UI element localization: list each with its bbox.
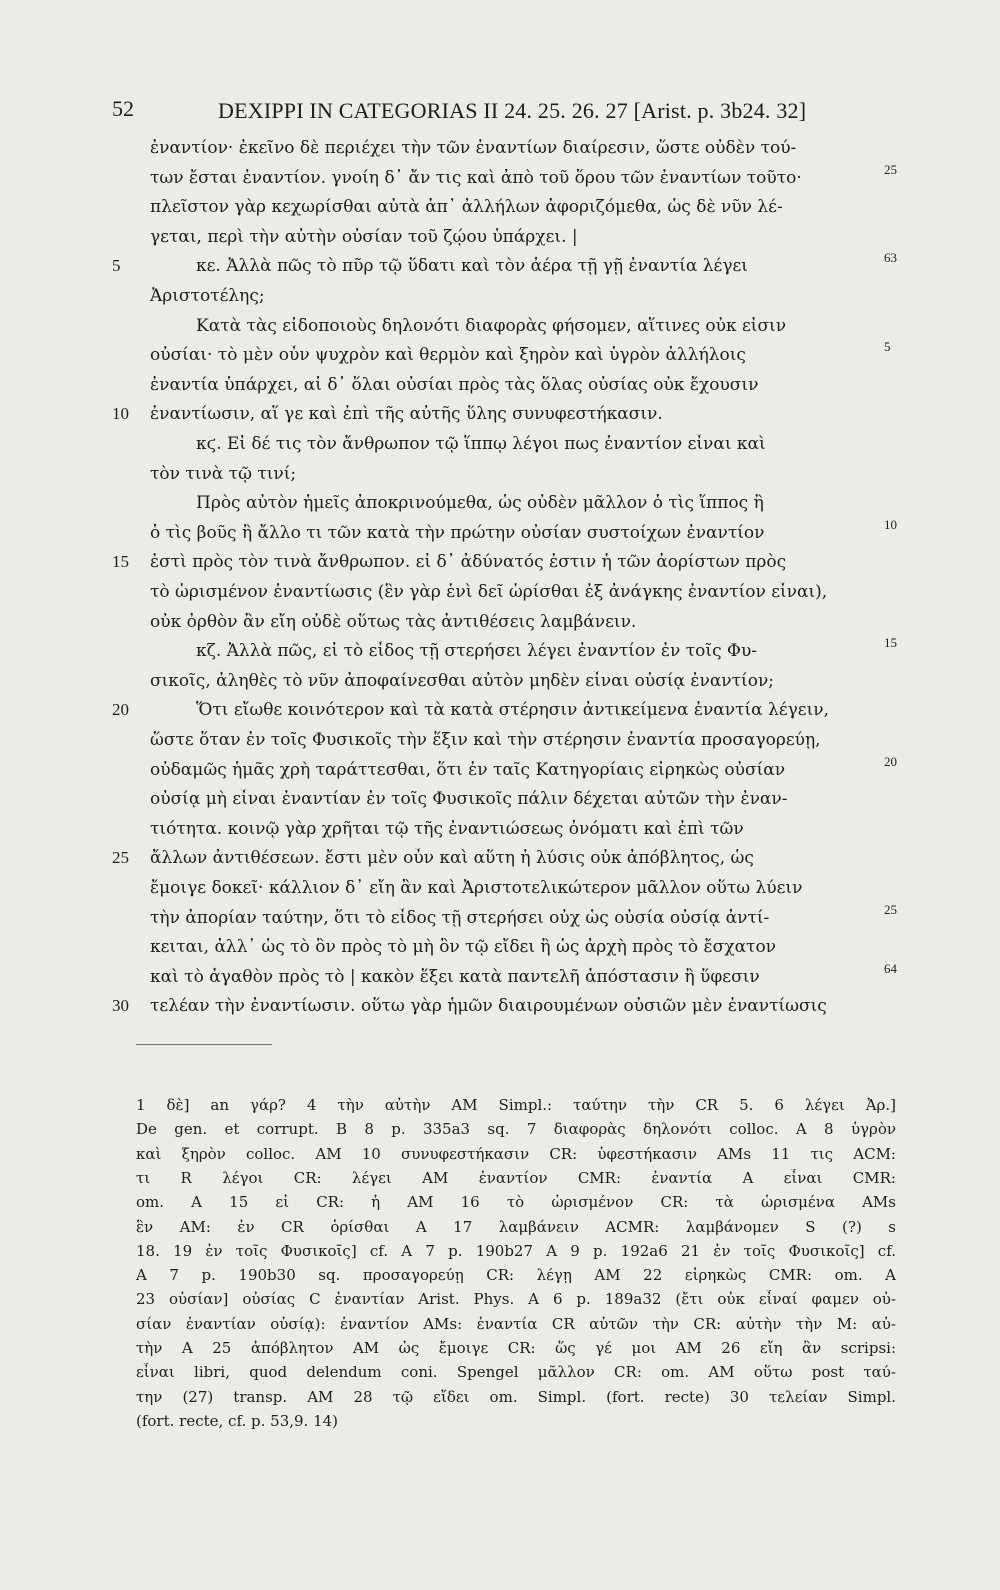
- footnote-rule: [136, 1044, 272, 1045]
- line-text: τελέαν τὴν ἐναντίωσιν. οὕτω γὰρ ἡμῶν διαιρουμένων οὐσιῶν μὲν ἐναντίωσις: [150, 996, 827, 1017]
- apparatus-line: om. A 15 εἰ CR: ἡ AM 16 τὸ ὡρισμένον CR: τὰ ὡρισμένα AMs: [136, 1193, 896, 1212]
- line-text: ἐναντίον· ἐκεῖνο δὲ περιέχει τὴν τῶν ἐναντίων διαίρεσιν, ὥστε οὐδὲν τού-: [150, 138, 797, 158]
- line-text: πλεῖστον γὰρ κεχωρίσθαι αὐτὰ ἀπ᾽ ἀλλήλων ἀφοριζόμεθα, ὡς δὲ νῦν λέ-: [150, 197, 783, 218]
- text-line: [0, 516, 1000, 551]
- margin-reference: 20: [884, 753, 897, 769]
- text-line: [0, 819, 1000, 847]
- apparatus-line: τι R λέγοι CR: λέγει AM ἐναντίον CMR: ἐναντία A εἶναι CMR:: [136, 1168, 896, 1187]
- line-text: τιότητα. κοινῷ γὰρ χρῆται τῷ τῆς ἐναντιώσεως ὀνόματι καὶ ἐπὶ τῶν: [150, 818, 744, 839]
- apparatus-line: 18. 19 ἐν τοῖς Φυσικοῖς] cf. A 7 p. 190b27 A 9 p. 192a6 21 ἐν τοῖς Φυσικοῖς] cf.: [136, 1241, 896, 1260]
- margin-reference: 64: [884, 960, 897, 976]
- apparatus-line: ἓν AM: ἐν CR ὁρίσθαι A 17 λαμβάνειν ACMR: λαμβάνομεν S (?) s: [136, 1217, 896, 1236]
- text-line: [0, 161, 1000, 196]
- apparatus-line: εἶναι libri, quod delendum coni. Spengel μᾶλλον CR: om. AM οὕτω post ταύ-: [136, 1363, 896, 1382]
- margin-reference: 63: [884, 250, 897, 266]
- text-line: [0, 286, 1000, 314]
- text-line: [0, 339, 1000, 373]
- line-number: 25: [112, 848, 129, 868]
- text-line: [0, 464, 1000, 492]
- apparatus-line: A 7 p. 190b30 sq. προσαγορεύῃ CR: λέγῃ AM 22 εἰρηκὼς CMR: om. A: [136, 1266, 896, 1285]
- text-line: [0, 316, 1000, 344]
- apparatus-line: τὴν A 25 ἀπόβλητον AM ὡς ἔμοιγε CR: ὥς γέ μοι AM 26 εἴη ἂν scripsi:: [136, 1339, 896, 1357]
- line-number: 5: [112, 256, 121, 276]
- line-text: ἔμοιγε δοκεῖ· κάλλιον δ᾽ εἴη ἂν καὶ Ἀριστοτελικώτερον μᾶλλον οὕτω λύειν: [150, 878, 803, 898]
- margin-reference: 25: [884, 161, 897, 177]
- line-text: Ὅτι εἴωθε κοινότερον καὶ τὰ κατὰ στέρησιν ἀντικείμενα ἐναντία λέγειν,: [196, 700, 830, 721]
- text-line: [0, 937, 1000, 965]
- text-line: [0, 404, 1000, 432]
- text-line: [0, 612, 1000, 640]
- line-number: 10: [112, 404, 129, 424]
- text-line: [0, 789, 1000, 817]
- line-text: τὸ ὡρισμένον ἐναντίωσις (ἓν γὰρ ἑνὶ δεῖ ὡρίσθαι ἐξ ἀνάγκης ἐναντίον εἶναι),: [150, 582, 828, 602]
- page-number: 52: [112, 96, 134, 121]
- apparatus-line: De gen. et corrupt. B 8 p. 335a3 sq. 7 διαφορὰς δηλονότι colloc. A 8 ὑγρὸν: [136, 1120, 896, 1139]
- line-text: κζ. Ἀλλὰ πῶς, εἰ τὸ εἶδος τῇ στερήσει λέγει ἐναντίον ἐν τοῖς Φυ-: [196, 641, 758, 662]
- apparatus-line: (fort. recte, cf. p. 53,9. 14): [136, 1411, 339, 1430]
- text-line: [0, 753, 1000, 788]
- line-text: ἐναντία ὑπάρχει, αἱ δ᾽ ὅλαι οὐσίαι πρὸς τὰς ὅλας οὐσίας οὐκ ἔχουσιν: [150, 374, 759, 395]
- apparatus-line: σίαν ἐναντίαν οὐσίᾳ): ἐναντίον AMs: ἐναντία CR αὐτῶν τὴν CR: αὐτὴν τὴν M: αὐ-: [136, 1314, 896, 1333]
- line-text: ἐστὶ πρὸς τὸν τινὰ ἄνθρωπον. εἰ δ᾽ ἀδύνατός ἐστιν ἡ τῶν ἀορίστων πρὸς: [150, 552, 787, 573]
- line-text: τὸν τινὰ τῷ τινί;: [150, 463, 297, 484]
- text-line: [0, 635, 1000, 669]
- apparatus-line: την (27) transp. AM 28 τῷ εἴδει om. Simpl. (fort. recte) 30 τελείαν Simpl.: [136, 1387, 896, 1406]
- text-line: [0, 671, 1000, 699]
- line-text: ὥστε ὅταν ἐν τοῖς Φυσικοῖς τὴν ἕξιν καὶ τὴν στέρησιν ἐναντία προσαγορεύῃ,: [150, 730, 821, 750]
- line-text: οὐδαμῶς ἡμᾶς χρὴ ταράττεσθαι, ὅτι ἐν ταῖς Κατηγορίαις εἰρηκὼς οὐσίαν: [150, 759, 786, 780]
- text-line: [0, 996, 1000, 1024]
- text-line: [0, 434, 1000, 462]
- text-line: [0, 250, 1000, 284]
- line-text: ἄλλων ἀντιθέσεων. ἔστι μὲν οὖν καὶ αὕτη ἡ λύσις οὐκ ἀπόβλητος, ὡς: [150, 848, 754, 869]
- line-text: Ἀριστοτέλης;: [150, 286, 265, 306]
- line-number: 20: [112, 700, 129, 720]
- line-text: σικοῖς, ἀληθὲς τὸ νῦν ἀποφαίνεσθαι αὐτὸν μηδὲν εἶναι οὐσίᾳ ἐναντίον;: [150, 670, 775, 691]
- line-text: οὐσίαι· τὸ μὲν οὖν ψυχρὸν καὶ θερμὸν καὶ ξηρὸν καὶ ὑγρὸν ἀλλήλοις: [150, 345, 746, 366]
- apparatus-line: καὶ ξηρὸν colloc. AM 10 συνυφεστήκασιν CR: ὑφεστήκασιν AMs 11 τις ACM:: [136, 1144, 896, 1163]
- line-text: κειται, ἀλλ᾽ ὡς τὸ ὂν πρὸς τὸ μὴ ὂν τῷ εἴδει ἢ ὡς ἀρχὴ πρὸς τὸ ἔσχατον: [150, 937, 777, 958]
- text-line: [0, 848, 1000, 876]
- line-text: κε. Ἀλλὰ πῶς τὸ πῦρ τῷ ὕδατι καὶ τὸν ἀέρα τῇ γῇ ἐναντία λέγει: [196, 256, 748, 277]
- line-text: κϛ. Εἰ δέ τις τὸν ἄνθρωπον τῷ ἵππῳ λέγοι πως ἐναντίον εἶναι καὶ: [196, 434, 766, 454]
- text-line: [0, 960, 1000, 995]
- margin-reference: 10: [884, 516, 897, 532]
- margin-reference: 15: [884, 635, 897, 651]
- running-title: DEXIPPI IN CATEGORIAS II 24. 25. 26. 27 [Arist. p. 3b24. 32]: [218, 98, 807, 123]
- text-line: [0, 375, 1000, 403]
- text-line: [0, 197, 1000, 225]
- line-text: ὁ τὶς βοῦς ἢ ἄλλο τι τῶν κατὰ τὴν πρώτην οὐσίαν συστοίχων ἐναντίον: [150, 522, 765, 543]
- line-text: οὐσίᾳ μὴ εἶναι ἐναντίαν ἐν τοῖς Φυσικοῖς πάλιν δέχεται αὐτῶν τὴν ἐναν-: [150, 789, 788, 810]
- text-line: [0, 700, 1000, 728]
- apparatus-line: 1 δὲ] an γάρ? 4 τὴν αὐτὴν AM Simpl.: ταύτην τὴν CR 5. 6 λέγει Ἀρ.]: [136, 1096, 896, 1114]
- line-text: ἐναντίωσιν, αἵ γε καὶ ἐπὶ τῆς αὐτῆς ὕλης συνυφεστήκασιν.: [150, 404, 663, 425]
- line-text: οὐκ ὀρθὸν ἂν εἴη οὐδὲ οὕτως τὰς ἀντιθέσεις λαμβάνειν.: [150, 611, 637, 632]
- margin-reference: 25: [884, 901, 897, 917]
- line-text: Κατὰ τὰς εἰδοποιοὺς δηλονότι διαφορὰς φήσομεν, αἵτινες οὐκ εἰσιν: [196, 315, 787, 336]
- text-line: [0, 552, 1000, 580]
- text-line: [0, 138, 1000, 166]
- line-text: των ἔσται ἐναντίον. γνοίη δ᾽ ἄν τις καὶ ἀπὸ τοῦ ὅρου τῶν ἐναντίων τοῦτο·: [150, 167, 802, 188]
- line-text: τὴν ἀπορίαν ταύτην, ὅτι τὸ εἶδος τῇ στερήσει οὐχ ὡς οὐσία οὐσίᾳ ἀντί-: [150, 907, 770, 928]
- line-text: καὶ τὸ ἀγαθὸν πρὸς τὸ | κακὸν ἕξει κατὰ παντελῆ ἀπόστασιν ἢ ὕφεσιν: [150, 966, 760, 987]
- margin-reference: 5: [884, 339, 891, 355]
- line-text: Πρὸς αὐτὸν ἡμεῖς ἀποκρινούμεθα, ὡς οὐδὲν μᾶλλον ὁ τὶς ἵππος ἢ: [196, 493, 764, 514]
- line-number: 30: [112, 996, 129, 1016]
- text-line: [0, 493, 1000, 521]
- apparatus-line: 23 οὐσίαν] οὐσίας C ἐναντίαν Arist. Phys. A 6 p. 189a32 (ἔτι οὐκ εἶναί φαμεν οὐ-: [136, 1290, 896, 1309]
- text-line: [0, 582, 1000, 610]
- text-line: [0, 878, 1000, 906]
- line-number: 15: [112, 552, 129, 572]
- text-line: [0, 901, 1000, 936]
- text-line: [0, 227, 1000, 255]
- text-line: [0, 730, 1000, 758]
- line-text: γεται, περὶ τὴν αὐτὴν οὐσίαν τοῦ ζῴου ὑπάρχει. |: [150, 226, 578, 247]
